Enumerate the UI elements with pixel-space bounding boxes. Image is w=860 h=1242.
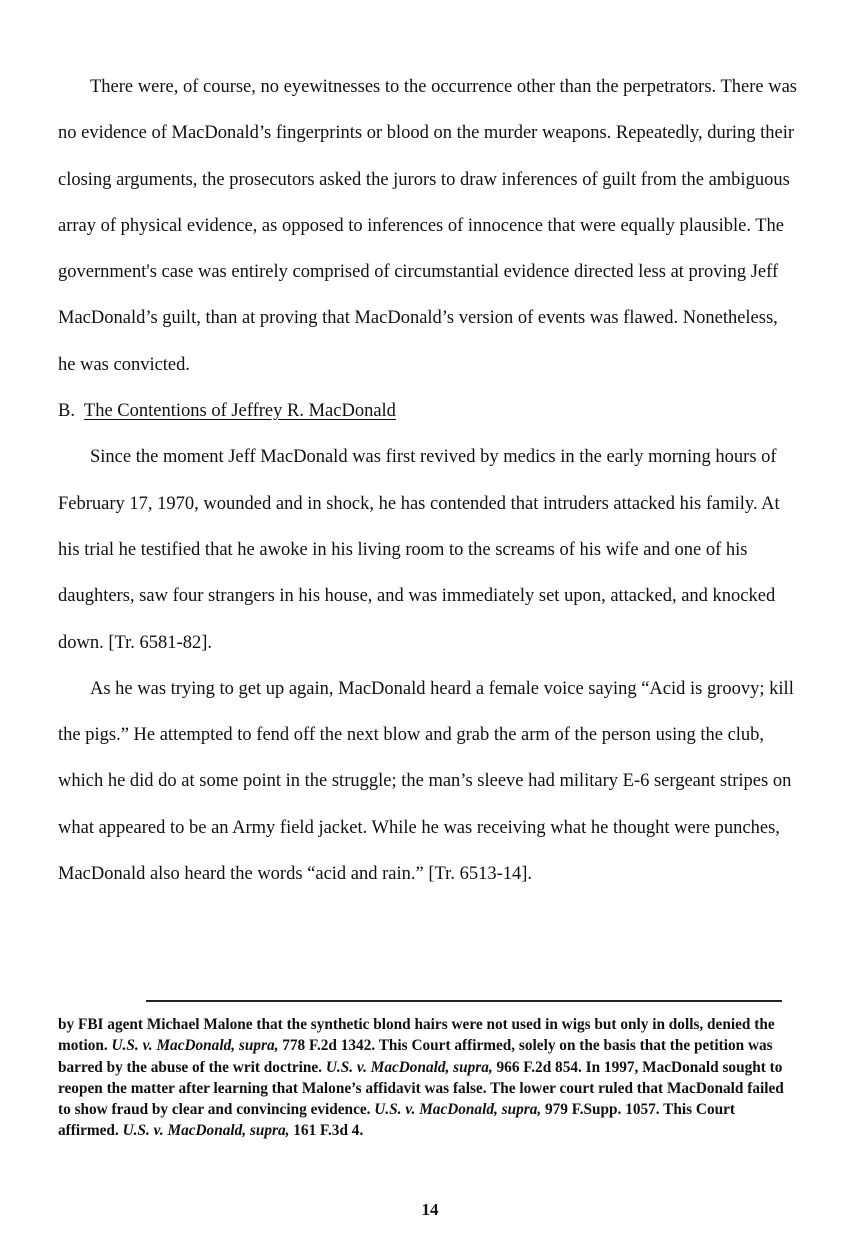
footnote-citation-4: U.S. v. MacDonald, supra, [122, 1122, 290, 1140]
section-heading [58, 388, 798, 434]
paragraph-acid-is-groovy: As he was trying to get up again, MacDonald heard a female voice saying “Acid is groovy; kill the pigs.” He attempted to fend off the next blow and grab the arm of the person using the club, which he did do at some point in the struggle; the man’s sleeve had military E-6 sergeant stripes on what appeared to be an Army field jacket. While he was receiving what he thought were punches, MacDonald also heard the words “acid and rain.” [Tr. 6513-14]. [58, 678, 794, 885]
footnote-text-1: by FBI agent Michael Malone that the synthetic blond hairs were not used in wigs but only in dolls, denied the motion. [58, 1016, 775, 1055]
paragraph-eyewitnesses: There were, of course, no eyewitnesses to the occurrence other than the perpetrators. There was no evidence of MacDonald’s fingerprints or blood on the murder weapons. Repeatedly, during their closing arguments, the prosecutors asked the jurors to draw inferences of guilt from the ambiguous array of physical evidence, as opposed to inferences of innocence that were equally plausible. The government's case was entirely comprised of circumstantial evidence directed less at proving Jeff MacDonald’s guilt, than at proving that MacDonald’s version of events was flawed. Nonetheless, he was convicted. [58, 77, 797, 375]
paragraph-contentions: Since the moment Jeff MacDonald was first revived by medics in the early morning hours of February 17, 1970, wounded and in shock, he has contended that intruders attacked his family. At his trial he testified that he awoke in his living room to the screams of his wife and one of his daughters, saw four strangers in his house, and was immediately set upon, attacked, and knocked down. [Tr. 6581-82]. [58, 447, 780, 653]
footnote-text-3: 966 F.2d 854. In 1997, MacDonald sought to reopen the matter after learning that Malone’s affidavit was false. The lower court ruled that MacDonald failed to show fraud by clear and convincing evidence. [58, 1058, 784, 1119]
body-text [58, 64, 798, 897]
footnote-text-2: 778 F.2d 1342. This Court affirmed, solely on the basis that the petition was barred by the abuse of the writ doctrine. [58, 1037, 773, 1076]
footnote [58, 1014, 788, 1142]
section-heading-prefix: B. [58, 401, 75, 422]
section-heading-title: The Contentions of Jeffrey R. MacDonald [83, 401, 396, 422]
footnote-citation-1: U.S. v. MacDonald, supra, [111, 1037, 279, 1055]
footnote-text-5: 161 F.3d 4. [289, 1122, 364, 1140]
footnote-text-4: 979 F.Supp. 1057. This Court affirmed. [58, 1101, 735, 1140]
page-number: 14 [421, 1200, 439, 1219]
footnote-separator [146, 1000, 782, 1002]
footnote-citation-3: U.S. v. MacDonald, supra, [374, 1101, 542, 1119]
footnote-citation-2: U.S. v. MacDonald, supra, [325, 1058, 493, 1076]
